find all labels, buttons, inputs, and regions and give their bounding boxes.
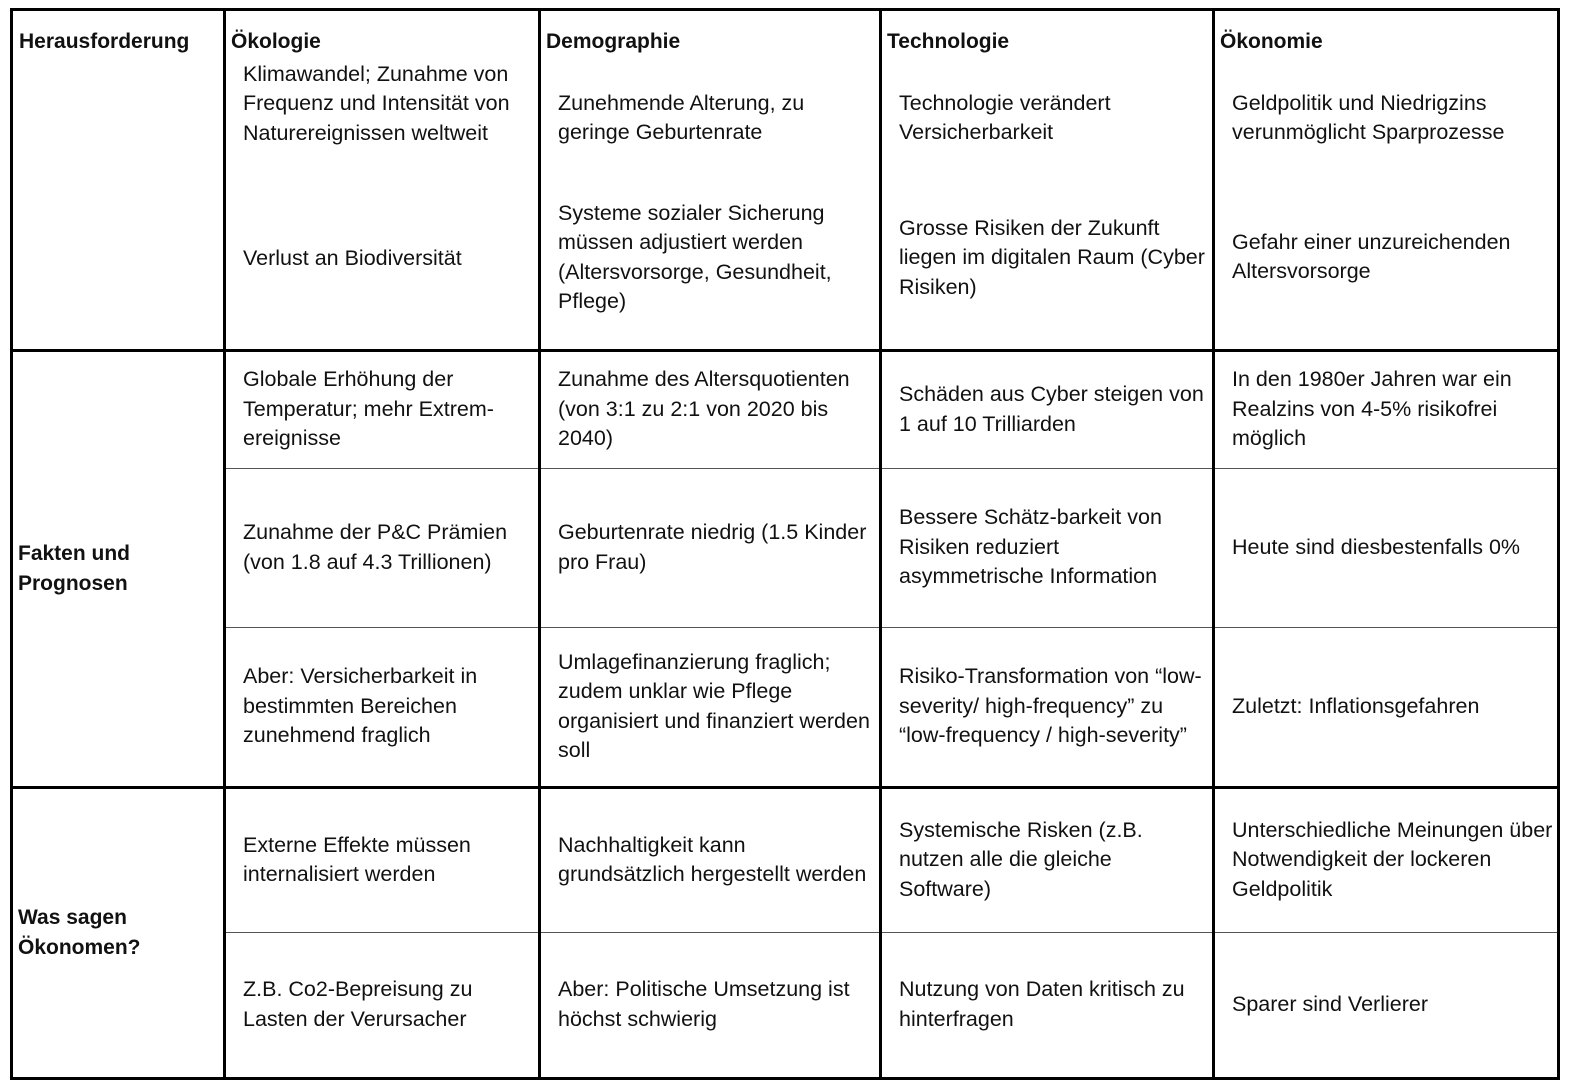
- facts-cell: Globale Erhöhung der Temperatur; mehr Extrem-ereignisse: [225, 350, 540, 468]
- challenges-table: [10, 8, 1560, 1080]
- challenge-cell-oekonomie: [1214, 60, 1559, 351]
- page: [10, 8, 1560, 1080]
- economists-cell: Systemische Risken (z.B. nutzen alle die gleiche Software): [881, 787, 1214, 932]
- challenge-text: Grosse Risiken der Zukunft liegen im digitalen Raum (Cyber Risiken): [899, 215, 1205, 299]
- facts-cell: Bessere Schätz-barkeit von Risiken reduziert asymmetrische Information: [881, 468, 1214, 627]
- economists-cell: Nachhaltigkeit kann grundsätzlich hergestellt werden: [540, 787, 881, 932]
- challenge-cell-oekologie: [225, 60, 540, 351]
- facts-cell: Schäden aus Cyber steigen von 1 auf 10 Trilliarden: [881, 350, 1214, 468]
- facts-row: [12, 350, 1559, 468]
- challenge-text: Klimawandel; Zunahme von Frequenz und Intensität von Naturereignissen weltweit: [243, 61, 510, 145]
- economists-cell: Aber: Politische Umsetzung ist höchst schwierig: [540, 932, 881, 1078]
- challenge-cell-demographie: [540, 60, 881, 351]
- facts-cell: Zunahme des Altersquotienten (von 3:1 zu 2:1 von 2020 bis 2040): [540, 350, 881, 468]
- economists-cell: Externe Effekte müssen internalisiert werden: [225, 787, 540, 932]
- facts-cell: Zuletzt: Inflationsgefahren: [1214, 627, 1559, 787]
- economists-row: [12, 932, 1559, 1078]
- challenge-text: Zunehmende Alterung, zu geringe Geburtenrate: [558, 90, 805, 144]
- economists-cell: Unterschiedliche Meinungen über Notwendigkeit der lockeren Geldpolitik: [1214, 787, 1559, 932]
- facts-row: [12, 468, 1559, 627]
- facts-cell: Zunahme der P&C Prämien (von 1.8 auf 4.3 Trillionen): [225, 468, 540, 627]
- economists-cell: Nutzung von Daten kritisch zu hinterfragen: [881, 932, 1214, 1078]
- challenge-text: Geldpolitik und Niedrigzins verunmöglicht Sparprozesse: [1232, 90, 1505, 144]
- facts-cell: Aber: Versicherbarkeit in bestimmten Bereichen zunehmend fraglich: [225, 627, 540, 787]
- header-demographie: Demographie: [540, 10, 881, 60]
- facts-cell: In den 1980er Jahren war ein Realzins von 4-5% risikofrei möglich: [1214, 350, 1559, 468]
- header-oekonomie: Ökonomie: [1214, 10, 1559, 60]
- header-technologie: Technologie: [881, 10, 1214, 60]
- challenge-text: Gefahr einer unzureichenden Altersvorsorge: [1232, 229, 1511, 283]
- economists-label: Was sagen Ökonomen?: [12, 787, 225, 1078]
- facts-cell: Geburtenrate niedrig (1.5 Kinder pro Frau): [540, 468, 881, 627]
- economists-cell: Z.B. Co2-Bepreisung zu Lasten der Verursacher: [225, 932, 540, 1078]
- challenge-text: Verlust an Biodiversität: [243, 245, 462, 270]
- facts-cell: Risiko-Transformation von “low-severity/ high-frequency” zu “low-frequency / high-severity”: [881, 627, 1214, 787]
- economists-row: [12, 787, 1559, 932]
- challenges-row: [12, 60, 1559, 351]
- facts-label: Fakten und Prognosen: [12, 350, 225, 787]
- challenge-cell-technologie: [881, 60, 1214, 351]
- challenge-text: Systeme sozialer Sicherung müssen adjustiert werden (Altersvorsorge, Gesundheit, Pflege): [558, 200, 832, 313]
- header-oekologie: Ökologie: [225, 10, 540, 60]
- economists-cell: Sparer sind Verlierer: [1214, 932, 1559, 1078]
- challenges-label-cell: [12, 60, 225, 351]
- facts-cell: Heute sind diesbestenfalls 0%: [1214, 468, 1559, 627]
- facts-row: [12, 627, 1559, 787]
- facts-cell: Umlagefinanzierung fraglich; zudem unklar wie Pflege organisiert und finanziert werden soll: [540, 627, 881, 787]
- challenge-text: Technologie verändert Versicherbarkeit: [899, 90, 1111, 144]
- header-row: [12, 10, 1559, 60]
- header-herausforderung: Herausforderung: [12, 10, 225, 60]
